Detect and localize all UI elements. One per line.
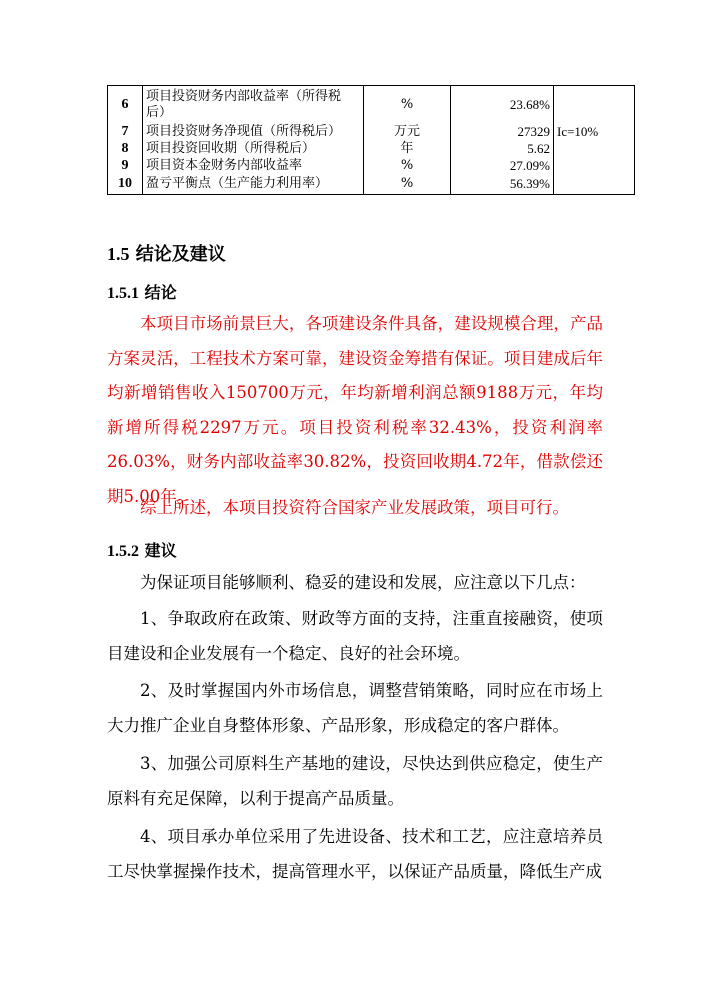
row-item: 盈亏平衡点（生产能力利用率） [143, 175, 364, 195]
subsection-number: 1.5.1 [107, 285, 139, 302]
row-note: Ic=10% [554, 124, 635, 141]
row-unit: 万元 [364, 124, 451, 141]
row-unit: 年 [364, 141, 451, 158]
section-number: 1.5 [107, 244, 130, 264]
row-item: 项目投资回收期（所得税后） [143, 141, 364, 158]
section-title: 结论及建议 [135, 244, 226, 265]
row-unit: % [364, 158, 451, 175]
row-item: 项目投资财务净现值（所得税后） [143, 124, 364, 141]
row-note [554, 86, 635, 124]
conclusion-summary: 综上所述，本项目投资符合国家产业发展政策，项目可行。 [140, 498, 569, 517]
row-number: 7 [108, 124, 143, 141]
table-row [108, 86, 635, 124]
row-number: 10 [108, 175, 143, 195]
row-value: 5.62 [451, 141, 554, 158]
row-item: 项目资本金财务内部收益率 [143, 158, 364, 175]
suggestion-intro: 为保证项目能够顺利、稳妥的建设和发展，应注意以下几点： [140, 573, 586, 592]
row-number: 6 [108, 86, 143, 124]
row-number: 8 [108, 141, 143, 158]
row-value: 56.39% [451, 175, 554, 195]
subsection-title: 建议 [144, 541, 177, 560]
row-value: 27329 [451, 124, 554, 141]
section-heading [107, 240, 226, 266]
row-unit: % [364, 86, 451, 124]
subsection-heading-suggestion [107, 538, 177, 561]
row-note [554, 158, 635, 175]
row-value: 27.09% [451, 158, 554, 175]
indicator-table [107, 85, 635, 195]
row-number: 9 [108, 158, 143, 175]
row-note [554, 141, 635, 158]
suggestion-item: 1、争取政府在政策、财政等方面的支持，注重直接融资，使项目建设和企业发展有一个稳定、良好的社会环境。 [107, 609, 603, 663]
row-note [554, 175, 635, 195]
suggestion-item: 4、项目承办单位采用了先进设备、技术和工艺，应注意培养员工尽快掌握操作技术，提高管理水平，以保证产品质量，降低生产成 [107, 827, 603, 881]
subsection-heading-conclusion [107, 280, 177, 303]
subsection-title: 结论 [144, 283, 177, 302]
table-row [108, 175, 635, 195]
conclusion-paragraph: 本项目市场前景巨大，各项建设条件具备，建设规模合理，产品方案灵活，工程技术方案可靠，建设资金筹措有保证。项目建成后年均新增销售收入150700万元，年均新增利润总额9188万元，年均新增所得税2297万元。项目投资利税率32.43%，投资利润率26.03%，财务内部收益率30.82%，投资回收期4.72年，借款偿还期5.00年。 [107, 314, 603, 506]
row-value: 23.68% [451, 86, 554, 124]
row-item: 项目投资财务内部收益率（所得税后） [143, 86, 364, 124]
table-row [108, 141, 635, 158]
suggestion-item: 3、加强公司原料生产基地的建设，尽快达到供应稳定，使生产原料有充足保障，以利于提高产品质量。 [107, 754, 603, 808]
table-row [108, 158, 635, 175]
suggestion-item: 2、及时掌握国内外市场信息，调整营销策略，同时应在市场上大力推广企业自身整体形象、产品形象，形成稳定的客户群体。 [107, 681, 603, 735]
table-row [108, 124, 635, 141]
subsection-number: 1.5.2 [107, 543, 139, 560]
row-unit: % [364, 175, 451, 195]
